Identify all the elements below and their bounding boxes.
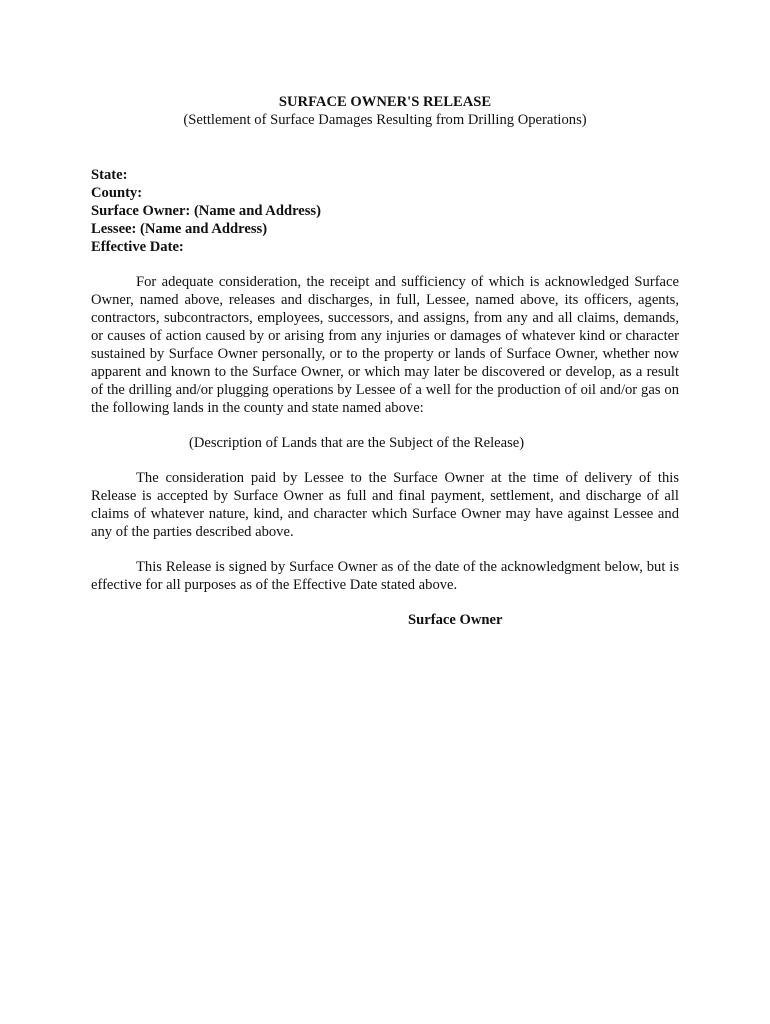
header-fields: [91, 166, 679, 256]
county-field: County:: [91, 185, 143, 201]
consideration-paragraph: The consideration paid by Lessee to the Surface Owner at the time of delivery of this Release is accepted by Surface Owner as full and final payment, settlement, and discharge of all claims of whatever nature, kind, and character which Surface Owner may have against Lessee and any of the parties described above.: [91, 470, 679, 540]
document-title: SURFACE OWNER'S RELEASE: [278, 94, 492, 110]
document-page: [91, 93, 679, 629]
land-description: (Description of Lands that are the Subject of the Release): [189, 435, 525, 451]
release-paragraph: For adequate consideration, the receipt and sufficiency of which is acknowledged Surface Owner, named above, releases and discharges, in full, Lessee, named above, its officers, agents, contractors, subcontractors, employees, successors, and assigns, from any and all claims, demands, or causes of action caused by or arising from any injuries or damages of whatever kind or character sustained by Surface Owner personally, or to the property or lands of Surface Owner, whether now apparent and known to the Surface Owner, or which may later be discovered or develop, as a result of the drilling and/or plugging operations by Lessee of a well for the production of oil and/or gas on the following lands in the county and state named above:: [91, 274, 679, 416]
effective-date-field: Effective Date:: [91, 239, 184, 255]
state-field: State:: [91, 167, 128, 183]
surface-owner-field: Surface Owner: (Name and Address): [91, 203, 321, 219]
signing-paragraph: This Release is signed by Surface Owner as of the date of the acknowledgment below, but is effective for all purposes as of the Effective Date stated above.: [91, 559, 679, 593]
signature-label: Surface Owner: [408, 612, 503, 628]
document-subtitle: (Settlement of Surface Damages Resulting from Drilling Operations): [183, 112, 587, 128]
lessee-field: Lessee: (Name and Address): [91, 221, 268, 237]
title-block: [91, 93, 679, 129]
